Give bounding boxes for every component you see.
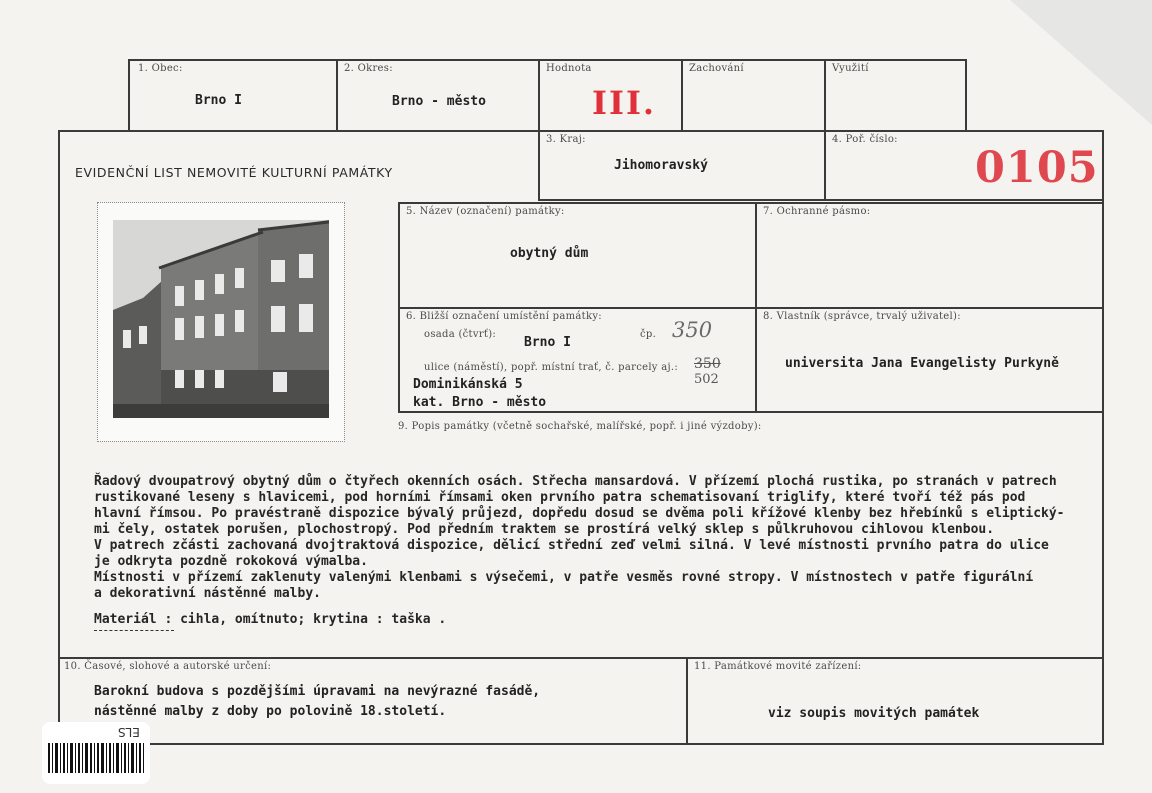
osada-value: Brno I: [524, 335, 571, 350]
vlastnik-label: 8. Vlastník (správce, trvalý uživatel):: [763, 311, 961, 322]
rule: [398, 307, 1102, 309]
parcela-new: 502: [694, 372, 719, 387]
address-line2: kat. Brno - město: [413, 395, 547, 410]
rule: [58, 657, 1104, 659]
popis-text: [94, 474, 1104, 628]
cp-value: 350: [672, 318, 713, 342]
rule: [686, 657, 688, 744]
rule: [538, 199, 1102, 201]
por-cislo-value: 0105: [975, 143, 1099, 193]
popis-line: hlavní římsou. Po pravéstraně dispozice bývalý průjezd, dopředu dosud se dvěma poli křížové klenby bez hřebínků s eliptický-: [94, 506, 1065, 521]
building-photo: [113, 220, 329, 418]
nazev-label: 5. Název (označení) památky:: [406, 206, 565, 217]
rule: [58, 130, 60, 744]
rule: [538, 130, 540, 200]
vlastnik-value: universita Jana Evangelisty Purkyně: [785, 356, 1059, 371]
zarizeni-label: 11. Památkové movité zařízení:: [694, 661, 862, 672]
zachovani-label: Zachování: [689, 63, 744, 74]
obec-label: 1. Obec:: [138, 63, 183, 74]
cp-label: čp.: [640, 329, 657, 340]
por-cislo-label: 4. Poř. číslo:: [832, 134, 898, 145]
rule: [681, 59, 683, 130]
hodnota-label: Hodnota: [546, 63, 592, 74]
rule: [824, 59, 826, 130]
obec-value: Brno I: [195, 93, 242, 108]
parcela-old: 350: [694, 356, 721, 372]
umisteni-label: 6. Bližší označení umístění památky:: [406, 311, 602, 322]
photo-mount: [97, 202, 345, 442]
casove-line: nástěnné malby z doby po polovině 18.století.: [94, 704, 447, 719]
casove-label: 10. Časové, slohové a autorské určení:: [64, 661, 272, 672]
popis-line: mi čely, ostatek porušen, plochostropý. Pod předním traktem se prostírá velký sklep s půlkruhovou cihlovou klenbou.: [94, 522, 995, 537]
material-underline: [94, 630, 174, 631]
rule: [128, 59, 130, 130]
kraj-value: Jihomoravský: [614, 158, 708, 173]
rule: [824, 130, 826, 200]
popis-label: 9. Popis památky (včetně sochařské, malířské, popř. i jiné výzdoby):: [398, 421, 762, 432]
popis-line: a dekorativní nástěnné malby.: [94, 586, 321, 601]
popis-line: Řadový dvoupatrový obytný dům o čtyřech okenních osách. Střecha mansardová. V přízemí plochá rustika, po stranách v patrech: [94, 474, 1057, 489]
rule: [398, 202, 1102, 204]
barcode-sticker: [42, 722, 150, 784]
okres-value: Brno - město: [392, 94, 486, 109]
rule: [128, 59, 966, 61]
material-line: Materiál : cihla, omítnuto; krytina : taška .: [94, 612, 447, 627]
form-title: EVIDENČNÍ LIST NEMOVITÉ KULTURNÍ PAMÁTKY: [75, 165, 393, 180]
rule: [538, 59, 540, 130]
osada-label: osada (čtvrť):: [424, 329, 497, 340]
address-line1: Dominikánská 5: [413, 377, 523, 392]
hodnota-value: III.: [592, 84, 657, 122]
popis-line: Místnosti v přízemí zaklenuty valenými klenbami s výsečemi, v patře vesměs rovné stropy. V místnostech v patře figurální: [94, 570, 1034, 585]
vyuziti-label: Využití: [832, 63, 869, 74]
ulice-label: ulice (náměstí), popř. místní trať, č. parcely aj.:: [424, 362, 679, 373]
zarizeni-value: viz soupis movitých památek: [768, 706, 980, 721]
rule: [58, 743, 1104, 745]
casove-line: Barokní budova s pozdějšími úpravami na nevýrazné fasádě,: [94, 684, 541, 699]
nazev-value: obytný dům: [510, 246, 589, 261]
rule: [965, 59, 967, 130]
rule: [336, 59, 338, 130]
popis-line: je odkryta pozdně rokoková výmalba.: [94, 554, 368, 569]
kraj-label: 3. Kraj:: [546, 134, 586, 145]
ochranne-pasmo-label: 7. Ochranné pásmo:: [763, 206, 871, 217]
barcode-text: ELS: [118, 725, 140, 739]
popis-line: rustikované leseny s hlavicemi, pod horními římsami oken prvního patra schematisovaní triglify, které tvoří též pás pod: [94, 490, 1026, 505]
okres-label: 2. Okres:: [344, 63, 393, 74]
rule: [1102, 130, 1104, 744]
rule: [58, 130, 1104, 132]
rule: [398, 411, 1102, 413]
popis-line: V patrech zčásti zachovaná dvojtraktová dispozice, dělicí střední zeď velmi silná. V levé místnosti prvního patra do ulice: [94, 538, 1049, 553]
barcode-icon: [48, 743, 144, 773]
